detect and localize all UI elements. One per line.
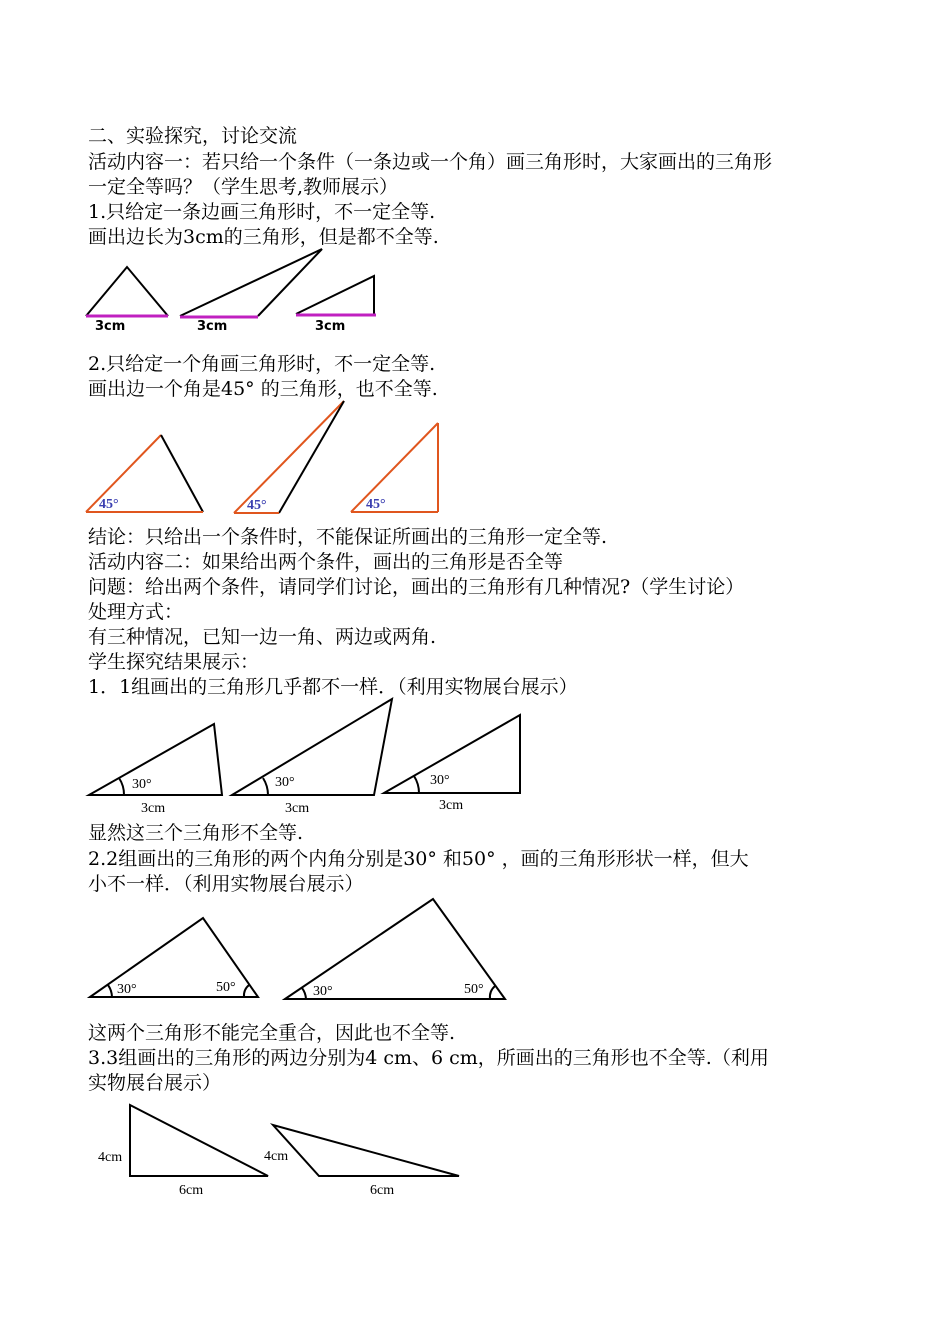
point-2-desc: 画出边一个角是45° 的三角形，也不全等. bbox=[88, 378, 438, 400]
g3-side-b-2: 6cm bbox=[370, 1183, 395, 1198]
g3-side-a-2: 4cm bbox=[264, 1149, 289, 1164]
activity-one-line-2: 一定全等吗？（学生思考,教师展示） bbox=[88, 176, 399, 198]
method: 处理方式： bbox=[88, 601, 184, 623]
point-1-desc: 画出边长为3cm的三角形，但是都不全等. bbox=[88, 226, 439, 248]
label-3cm-3: 3cm bbox=[315, 319, 346, 334]
g3-side-a-1: 4cm bbox=[98, 1150, 123, 1165]
g2-angle-30-1: 30° bbox=[117, 982, 137, 997]
group-1-note: 显然这三个三角形不全等. bbox=[88, 822, 304, 844]
label-45-2: 45° bbox=[247, 498, 267, 513]
label-3cm-1: 3cm bbox=[95, 319, 126, 334]
point-2-title: 2.只给定一个角画三角形时，不一定全等. bbox=[88, 353, 436, 375]
activity-two: 活动内容二：如果给出两个条件，画出的三角形是否全等 bbox=[88, 551, 564, 573]
group-2-note: 这两个三角形不能完全重合，因此也不全等. bbox=[88, 1022, 456, 1044]
g3-side-b-1: 6cm bbox=[179, 1183, 204, 1198]
g1-side-1: 3cm bbox=[141, 801, 166, 816]
g1-angle-2: 30° bbox=[275, 775, 295, 790]
g1-angle-3: 30° bbox=[430, 773, 450, 788]
question: 问题：给出两个条件，请同学们讨论，画出的三角形有几种情况?（学生讨论） bbox=[88, 576, 745, 598]
point-1-title: 1.只给定一条边画三角形时，不一定全等. bbox=[88, 201, 436, 223]
group-2-line-2: 小不一样．（利用实物展台展示） bbox=[88, 873, 364, 895]
g2-angle-50-2: 50° bbox=[464, 982, 484, 997]
g1-side-2: 3cm bbox=[285, 801, 310, 816]
group-2-line-1: 2.2组画出的三角形的两个内角分别是30° 和50° ，画的三角形形状一样，但大 bbox=[88, 848, 749, 870]
g1-side-3: 3cm bbox=[439, 798, 464, 813]
group-3-line-1: 3.3组画出的三角形的两边分别为4 cm、6 cm，所画出的三角形也不全等.（利用 bbox=[88, 1047, 769, 1069]
three-cases: 有三种情况，已知一边一角、两边或两角. bbox=[88, 626, 437, 648]
g1-angle-1: 30° bbox=[132, 777, 152, 792]
activity-one-line-1: 活动内容一：若只给一个条件（一条边或一个角）画三角形时，大家画出的三角形 bbox=[88, 151, 773, 173]
group-3-line-2: 实物展台展示） bbox=[88, 1072, 222, 1094]
section-heading: 二、实验探究，讨论交流 bbox=[88, 125, 298, 147]
label-45-3: 45° bbox=[366, 497, 386, 512]
conclusion: 结论：只给出一个条件时，不能保证所画出的三角形一定全等. bbox=[88, 526, 608, 548]
group-1-text: 1．1组画出的三角形几乎都不一样．（利用实物展台展示） bbox=[88, 676, 578, 698]
label-3cm-2: 3cm bbox=[197, 319, 228, 334]
g2-angle-50-1: 50° bbox=[216, 980, 236, 995]
label-45-1: 45° bbox=[99, 497, 119, 512]
results-heading: 学生探究结果展示： bbox=[88, 651, 260, 673]
g2-angle-30-2: 30° bbox=[313, 984, 333, 999]
